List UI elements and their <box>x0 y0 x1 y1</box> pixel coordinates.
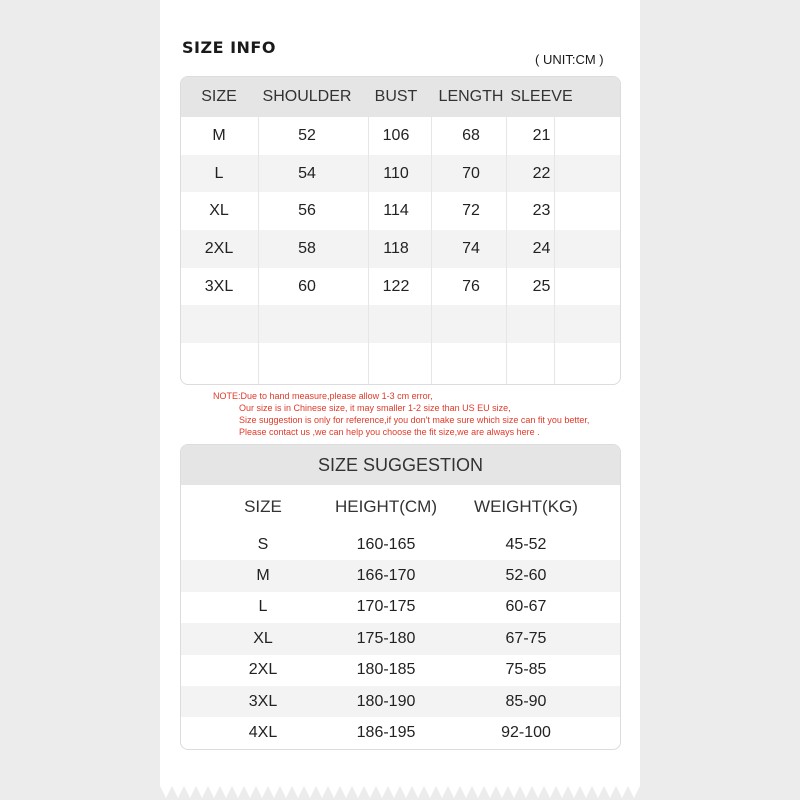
header-weight: WEIGHT(KG) <box>474 497 578 516</box>
cell-height: 180-190 <box>356 692 416 710</box>
header-bust: BUST <box>374 88 418 105</box>
cell-shoulder: 54 <box>298 164 316 182</box>
cell-size: L <box>214 164 224 182</box>
cell-length <box>431 343 511 381</box>
cell-size: 3XL <box>248 692 278 710</box>
cell-shoulder: 60 <box>298 277 316 295</box>
cell-bust: 114 <box>383 202 409 220</box>
cell-height: 186-195 <box>356 724 416 742</box>
column-divider <box>368 117 369 384</box>
cell-weight: 92-100 <box>501 724 551 742</box>
note-line: Size suggestion is only for reference,if you don't make sure which size can fit you better, <box>239 415 590 425</box>
cell-height: 166-170 <box>356 567 416 585</box>
header-sleeve: SLEEVE <box>510 88 573 105</box>
cell-bust: 106 <box>382 126 410 144</box>
table-row <box>181 717 620 748</box>
cell-height: 175-180 <box>356 629 416 647</box>
cell-size: XL <box>209 202 229 220</box>
cell-weight: 67-75 <box>505 629 547 647</box>
cell-size <box>181 305 257 343</box>
size-suggestion-body <box>181 529 620 749</box>
cell-shoulder: 56 <box>298 202 316 220</box>
cell-shoulder <box>257 305 357 343</box>
cell-sleeve: 24 <box>532 239 551 257</box>
cell-size: 3XL <box>204 277 234 295</box>
cell-size: M <box>212 126 226 144</box>
cell-shoulder <box>257 343 357 381</box>
cell-bust: 122 <box>382 277 410 295</box>
cell-size: 2XL <box>204 239 234 257</box>
header-size: SIZE <box>201 88 237 105</box>
cell-length: 68 <box>462 126 480 144</box>
cell-length: 74 <box>462 239 480 257</box>
header-height: HEIGHT(CM) <box>335 497 437 516</box>
cell-sleeve <box>504 343 579 381</box>
cell-size <box>181 343 257 381</box>
cell-size: L <box>258 598 268 616</box>
cell-bust: 110 <box>383 164 409 182</box>
unit-label: ( UNIT:CM ) <box>535 52 604 67</box>
table-row <box>181 592 620 623</box>
cell-length: 70 <box>462 164 480 182</box>
size-suggestion-header-row <box>181 485 620 529</box>
cell-height: 180-185 <box>356 661 416 679</box>
table-row <box>181 655 620 686</box>
cell-size: 4XL <box>248 724 278 742</box>
cell-length: 76 <box>462 277 480 295</box>
size-suggestion-table <box>180 444 621 750</box>
cell-height: 160-165 <box>356 535 416 553</box>
cell-sleeve: 22 <box>532 164 551 182</box>
column-divider <box>431 117 432 384</box>
cell-weight: 60-67 <box>505 598 547 616</box>
column-divider <box>258 117 259 384</box>
cell-weight: 45-52 <box>505 535 547 553</box>
table-row <box>181 529 620 560</box>
cell-weight: 85-90 <box>505 692 547 710</box>
cell-weight: 75-85 <box>505 661 547 679</box>
header-shoulder: SHOULDER <box>262 88 352 105</box>
measurement-note <box>213 390 633 438</box>
cell-sleeve: 23 <box>532 202 551 220</box>
cell-size: M <box>256 567 270 585</box>
cell-sleeve: 25 <box>532 277 551 295</box>
cell-length <box>431 305 511 343</box>
size-info-header-row <box>181 77 620 117</box>
cell-shoulder: 52 <box>298 126 316 144</box>
cell-size: S <box>257 535 269 553</box>
cell-bust: 118 <box>383 239 409 257</box>
cell-size: XL <box>253 629 273 647</box>
size-info-title: SIZE INFO <box>182 38 276 57</box>
table-row <box>181 623 620 654</box>
cell-sleeve: 21 <box>532 126 551 144</box>
column-divider <box>506 117 507 384</box>
table-row <box>181 560 620 591</box>
cell-bust <box>367 305 425 343</box>
cell-sleeve <box>504 305 579 343</box>
size-suggestion-title: SIZE SUGGESTION <box>181 445 620 485</box>
header-length: LENGTH <box>438 88 504 105</box>
cell-height: 170-175 <box>356 598 416 616</box>
table-row <box>181 686 620 717</box>
cell-shoulder: 58 <box>298 239 316 257</box>
cell-weight: 52-60 <box>505 567 547 585</box>
size-info-table <box>180 76 621 385</box>
note-line: NOTE:Due to hand measure,please allow 1-3 cm error, <box>213 391 433 401</box>
zigzag-edge <box>160 772 640 800</box>
note-line: Please contact us ,we can help you choose the fit size,we are always here . <box>239 427 540 437</box>
cell-bust <box>367 343 425 381</box>
column-divider <box>554 117 555 384</box>
header-size: SIZE <box>244 497 282 516</box>
cell-size: 2XL <box>248 661 278 679</box>
cell-length: 72 <box>462 202 480 220</box>
note-line: Our size is in Chinese size, it may smaller 1-2 size than US EU size, <box>239 403 511 413</box>
